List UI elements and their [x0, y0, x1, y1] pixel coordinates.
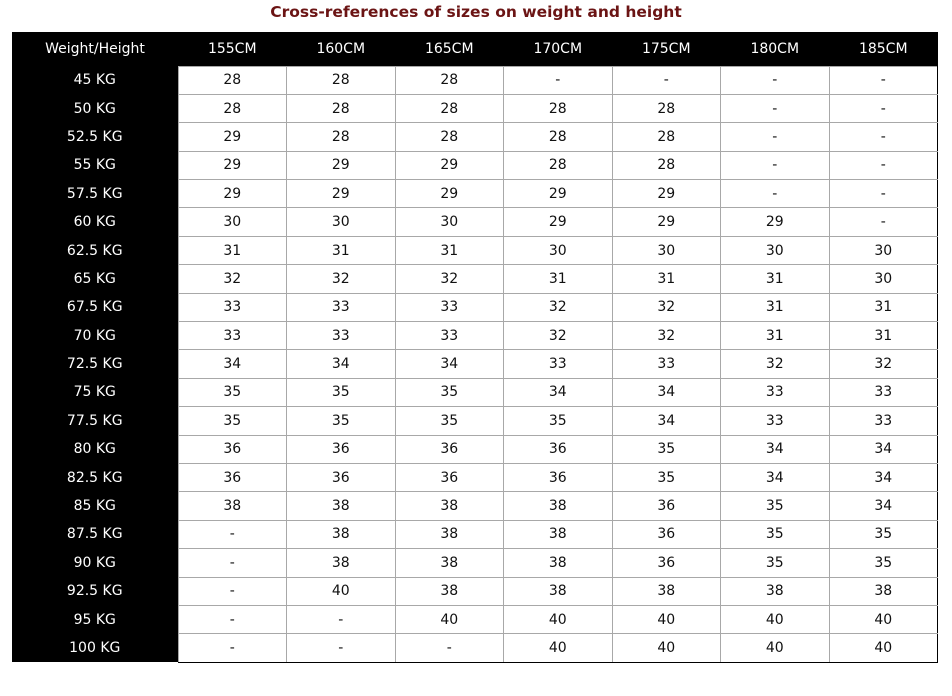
- table-header-row: [12, 32, 938, 66]
- table-row: [12, 180, 938, 208]
- weight-label: 70 KG: [12, 322, 178, 350]
- size-cell: -: [287, 634, 396, 662]
- size-cell: 29: [612, 208, 721, 236]
- size-cell: 40: [504, 605, 613, 633]
- size-cell: 31: [829, 322, 938, 350]
- size-cell: 29: [287, 151, 396, 179]
- size-cell: -: [504, 66, 613, 94]
- size-cell: 38: [395, 520, 504, 548]
- size-cell: 31: [612, 265, 721, 293]
- size-cell: 32: [721, 350, 830, 378]
- size-cell: 36: [504, 435, 613, 463]
- size-cell: 35: [395, 378, 504, 406]
- weight-label: 72.5 KG: [12, 350, 178, 378]
- size-cell: 32: [504, 293, 613, 321]
- size-cell: 31: [829, 293, 938, 321]
- size-cell: 34: [504, 378, 613, 406]
- weight-label: 52.5 KG: [12, 123, 178, 151]
- weight-label: 62.5 KG: [12, 236, 178, 264]
- size-cell: 31: [721, 265, 830, 293]
- size-cell: 30: [504, 236, 613, 264]
- size-cell: 33: [178, 322, 287, 350]
- size-cell: 36: [287, 435, 396, 463]
- size-cell: 28: [612, 94, 721, 122]
- table-row: [12, 463, 938, 491]
- weight-label: 55 KG: [12, 151, 178, 179]
- weight-label: 75 KG: [12, 378, 178, 406]
- size-cell: 35: [178, 407, 287, 435]
- size-cell: 35: [504, 407, 613, 435]
- size-cell: 32: [612, 293, 721, 321]
- size-cell: 33: [287, 322, 396, 350]
- height-header: 170CM: [504, 32, 613, 66]
- size-cell: 38: [721, 577, 830, 605]
- size-cell: 40: [829, 634, 938, 662]
- table-row: [12, 94, 938, 122]
- size-cell: 38: [504, 577, 613, 605]
- size-cell: 30: [612, 236, 721, 264]
- table-row: [12, 322, 938, 350]
- size-cell: 36: [287, 463, 396, 491]
- weight-label: 95 KG: [12, 605, 178, 633]
- size-cell: 40: [395, 605, 504, 633]
- size-cell: 28: [504, 123, 613, 151]
- size-cell: -: [721, 151, 830, 179]
- size-cell: -: [721, 66, 830, 94]
- weight-label: 50 KG: [12, 94, 178, 122]
- size-cell: 35: [721, 492, 830, 520]
- size-cell: 35: [612, 435, 721, 463]
- size-cell: 33: [829, 378, 938, 406]
- weight-label: 57.5 KG: [12, 180, 178, 208]
- size-cell: 38: [829, 577, 938, 605]
- size-cell: 31: [721, 322, 830, 350]
- size-cell: -: [721, 180, 830, 208]
- size-cell: 40: [721, 605, 830, 633]
- size-cell: 28: [287, 66, 396, 94]
- size-cell: 35: [829, 549, 938, 577]
- size-cell: 29: [612, 180, 721, 208]
- size-cell: 35: [612, 463, 721, 491]
- size-cell: 28: [287, 94, 396, 122]
- size-cell: 33: [504, 350, 613, 378]
- size-cell: 28: [504, 151, 613, 179]
- size-cell: 38: [395, 577, 504, 605]
- size-cell: 36: [504, 463, 613, 491]
- size-cell: 30: [287, 208, 396, 236]
- height-header: 155CM: [178, 32, 287, 66]
- size-cell: 28: [178, 66, 287, 94]
- size-cell: 38: [504, 549, 613, 577]
- size-cell: 33: [721, 378, 830, 406]
- height-header: 175CM: [612, 32, 721, 66]
- size-cell: 29: [721, 208, 830, 236]
- size-cell: 29: [178, 180, 287, 208]
- weight-label: 90 KG: [12, 549, 178, 577]
- weight-label: 85 KG: [12, 492, 178, 520]
- size-cell: 34: [178, 350, 287, 378]
- weight-label: 100 KG: [12, 634, 178, 662]
- size-cell: -: [612, 66, 721, 94]
- size-cell: -: [178, 605, 287, 633]
- size-cell: 30: [829, 236, 938, 264]
- size-cell: 38: [504, 492, 613, 520]
- table-row: [12, 123, 938, 151]
- table-row: [12, 549, 938, 577]
- size-cell: -: [395, 634, 504, 662]
- size-cell: 38: [287, 520, 396, 548]
- size-cell: 38: [612, 577, 721, 605]
- size-cell: 35: [721, 549, 830, 577]
- size-cell: 29: [287, 180, 396, 208]
- size-cell: 29: [395, 180, 504, 208]
- height-header: 180CM: [721, 32, 830, 66]
- table-row: [12, 634, 938, 662]
- size-cell: 30: [829, 265, 938, 293]
- size-cell: 35: [287, 378, 396, 406]
- size-cell: 33: [395, 322, 504, 350]
- size-cell: 36: [395, 463, 504, 491]
- weight-label: 45 KG: [12, 66, 178, 94]
- size-cell: 35: [829, 520, 938, 548]
- size-cell: -: [829, 66, 938, 94]
- weight-label: 92.5 KG: [12, 577, 178, 605]
- size-cell: 28: [395, 66, 504, 94]
- corner-header: Weight/Height: [12, 32, 178, 66]
- table-row: [12, 236, 938, 264]
- table-row: [12, 293, 938, 321]
- height-header: 185CM: [829, 32, 938, 66]
- size-cell: 34: [829, 492, 938, 520]
- size-cell: 34: [395, 350, 504, 378]
- size-cell: 33: [721, 407, 830, 435]
- size-cell: 34: [829, 435, 938, 463]
- size-cell: 38: [287, 492, 396, 520]
- size-cell: 32: [178, 265, 287, 293]
- size-cell: 32: [612, 322, 721, 350]
- table-row: [12, 378, 938, 406]
- size-cell: -: [178, 520, 287, 548]
- size-cell: 36: [178, 435, 287, 463]
- size-cell: 36: [612, 549, 721, 577]
- size-cell: 32: [504, 322, 613, 350]
- size-cell: 36: [612, 492, 721, 520]
- size-cell: -: [178, 577, 287, 605]
- size-cell: 38: [178, 492, 287, 520]
- size-cell: 33: [612, 350, 721, 378]
- size-cell: 30: [178, 208, 287, 236]
- size-cell: 36: [612, 520, 721, 548]
- size-cell: 35: [395, 407, 504, 435]
- weight-label: 65 KG: [12, 265, 178, 293]
- size-cell: 30: [721, 236, 830, 264]
- size-cell: 34: [612, 378, 721, 406]
- height-header: 160CM: [287, 32, 396, 66]
- size-cell: 32: [395, 265, 504, 293]
- size-cell: 40: [612, 634, 721, 662]
- size-cell: 28: [178, 94, 287, 122]
- size-cell: 38: [395, 549, 504, 577]
- table-row: [12, 208, 938, 236]
- size-cell: 33: [829, 407, 938, 435]
- weight-label: 60 KG: [12, 208, 178, 236]
- table-row: [12, 151, 938, 179]
- table-row: [12, 407, 938, 435]
- size-cell: -: [178, 549, 287, 577]
- weight-label: 82.5 KG: [12, 463, 178, 491]
- size-cell: 33: [287, 293, 396, 321]
- weight-label: 80 KG: [12, 435, 178, 463]
- size-cell: 34: [612, 407, 721, 435]
- size-cell: 31: [287, 236, 396, 264]
- table-row: [12, 350, 938, 378]
- size-cell: 34: [721, 463, 830, 491]
- size-cell: 28: [612, 151, 721, 179]
- size-cell: -: [829, 123, 938, 151]
- size-cell: 36: [395, 435, 504, 463]
- size-cell: 36: [178, 463, 287, 491]
- weight-label: 87.5 KG: [12, 520, 178, 548]
- page-title: Cross-references of sizes on weight and height: [270, 3, 682, 21]
- size-cell: 38: [287, 549, 396, 577]
- size-cell: 29: [178, 123, 287, 151]
- size-cell: 30: [395, 208, 504, 236]
- size-cell: 32: [829, 350, 938, 378]
- size-cell: 38: [395, 492, 504, 520]
- size-cell: 35: [721, 520, 830, 548]
- size-cell: 35: [178, 378, 287, 406]
- size-cell: 40: [612, 605, 721, 633]
- size-cell: 28: [395, 123, 504, 151]
- table-row: [12, 605, 938, 633]
- size-cell: -: [829, 151, 938, 179]
- size-cell: 40: [287, 577, 396, 605]
- size-cell: -: [721, 94, 830, 122]
- size-chart-table: [12, 32, 938, 663]
- table-row: [12, 265, 938, 293]
- size-cell: -: [829, 208, 938, 236]
- size-cell: 28: [612, 123, 721, 151]
- size-cell: 40: [829, 605, 938, 633]
- size-cell: 31: [504, 265, 613, 293]
- size-cell: 33: [178, 293, 287, 321]
- size-cell: 31: [178, 236, 287, 264]
- size-cell: 40: [721, 634, 830, 662]
- table-body: [12, 66, 938, 662]
- size-cell: -: [829, 180, 938, 208]
- weight-label: 77.5 KG: [12, 407, 178, 435]
- size-cell: 34: [721, 435, 830, 463]
- size-cell: -: [287, 605, 396, 633]
- size-cell: 38: [504, 520, 613, 548]
- size-cell: 31: [721, 293, 830, 321]
- table-row: [12, 577, 938, 605]
- table-row: [12, 492, 938, 520]
- size-cell: 29: [178, 151, 287, 179]
- table-row: [12, 435, 938, 463]
- size-cell: 28: [395, 94, 504, 122]
- size-cell: 33: [395, 293, 504, 321]
- height-header: 165CM: [395, 32, 504, 66]
- weight-label: 67.5 KG: [12, 293, 178, 321]
- size-cell: -: [829, 94, 938, 122]
- size-cell: 40: [504, 634, 613, 662]
- size-cell: 29: [504, 180, 613, 208]
- size-cell: 34: [287, 350, 396, 378]
- size-cell: 29: [395, 151, 504, 179]
- size-cell: -: [721, 123, 830, 151]
- size-cell: -: [178, 634, 287, 662]
- size-cell: 34: [829, 463, 938, 491]
- size-cell: 32: [287, 265, 396, 293]
- size-cell: 28: [504, 94, 613, 122]
- size-cell: 28: [287, 123, 396, 151]
- table-row: [12, 520, 938, 548]
- size-cell: 29: [504, 208, 613, 236]
- size-cell: 31: [395, 236, 504, 264]
- size-cell: 35: [287, 407, 396, 435]
- table-row: [12, 66, 938, 94]
